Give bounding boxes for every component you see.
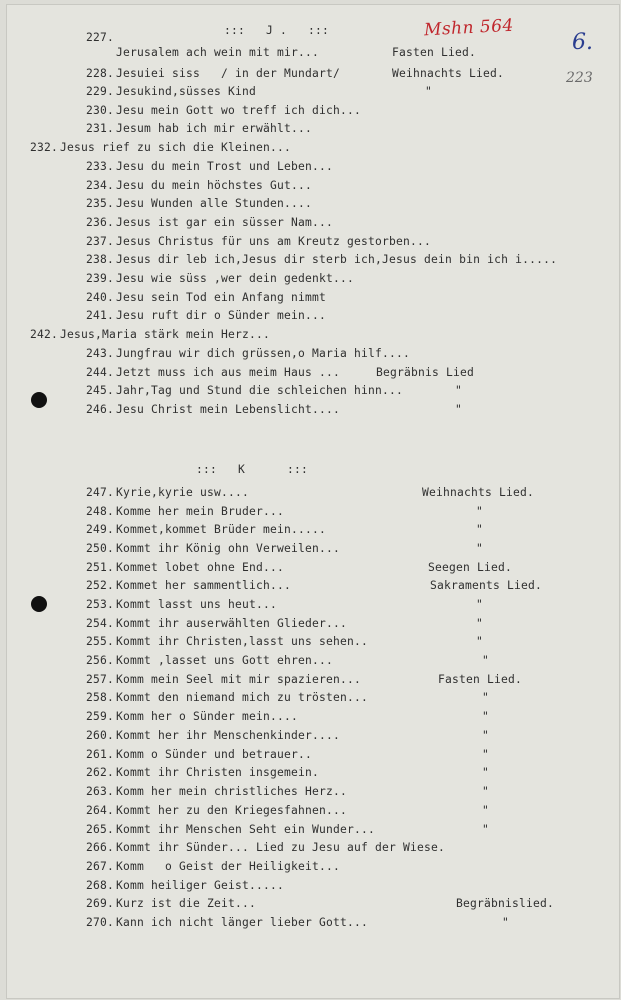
song-category: Sakraments Lied. <box>430 579 543 592</box>
song-title: Kommt ihr Menschen Seht ein Wunder... <box>116 823 376 836</box>
ditto-mark: " <box>476 505 484 518</box>
entry-number: 262. <box>86 766 115 779</box>
entry-number: 246. <box>86 403 115 416</box>
song-title: Jesu du mein höchstes Gut... <box>116 179 313 192</box>
entry-number: 268. <box>86 879 115 892</box>
entry-number: 266. <box>86 841 115 854</box>
song-title: Kommt den niemand mich zu trösten... <box>116 691 369 704</box>
song-category: Seegen Lied. <box>428 561 513 574</box>
song-title: Jesus dir leb ich,Jesus dir sterb ich,Jesus dein bin ich i..... <box>116 253 558 266</box>
ditto-mark: " <box>476 523 484 536</box>
entry-number: 249. <box>86 523 115 536</box>
ditto-mark: " <box>476 598 484 611</box>
entry-number: 253. <box>86 598 115 611</box>
entry-number: 248. <box>86 505 115 518</box>
song-category: Weihnachts Lied. <box>422 486 535 499</box>
entry-number: 267. <box>86 860 115 873</box>
entry-number: 234. <box>86 179 115 192</box>
entry-number: 258. <box>86 691 115 704</box>
entry-number: 261. <box>86 748 115 761</box>
entry-number: 230. <box>86 104 115 117</box>
ditto-mark: " <box>425 85 433 98</box>
song-title: Komm her mein christliches Herz.. <box>116 785 348 798</box>
section-header-k: ::: K ::: <box>196 463 309 476</box>
entry-number: 270. <box>86 916 115 929</box>
song-title: Jesus Christus für uns am Kreutz gestorben... <box>116 235 432 248</box>
song-title: Jesuiei siss / in der Mundart/ <box>116 67 341 80</box>
entry-number: 256. <box>86 654 115 667</box>
song-title: Komm heiliger Geist..... <box>116 879 285 892</box>
song-title: Kommt ihr Christen,lasst uns sehen.. <box>116 635 369 648</box>
song-title: Jesus,Maria stärk mein Herz... <box>60 328 271 341</box>
song-title: Jesu Christ mein Lebenslicht.... <box>116 403 341 416</box>
song-title: Kommt her ihr Menschenkinder.... <box>116 729 341 742</box>
entry-number: 265. <box>86 823 115 836</box>
song-title: Jesum hab ich mir erwählt... <box>116 122 313 135</box>
song-title: Jahr,Tag und Stund die schleichen hinn... <box>116 384 404 397</box>
ditto-mark: " <box>476 542 484 555</box>
song-title: Kommt ihr Christen insgemein. <box>116 766 320 779</box>
song-category: Weihnachts Lied. <box>392 67 505 80</box>
entry-number: 264. <box>86 804 115 817</box>
entry-number: 252. <box>86 579 115 592</box>
entry-number: 247. <box>86 486 115 499</box>
entry-number: 233. <box>86 160 115 173</box>
entry-number: 231. <box>86 122 115 135</box>
song-title: Kommet her sammentlich... <box>116 579 292 592</box>
page-number: 6. <box>572 30 593 55</box>
entry-number: 227. <box>86 31 115 44</box>
entry-number: 255. <box>86 635 115 648</box>
song-category: Begräbnis Lied <box>376 366 475 379</box>
song-title: Komm her o Sünder mein.... <box>116 710 299 723</box>
entry-number: 228. <box>86 67 115 80</box>
archive-shelfmark: Mshn 564 <box>423 15 515 41</box>
song-title: Jesus ist gar ein süsser Nam... <box>116 216 334 229</box>
punch-hole <box>31 596 47 612</box>
punch-hole <box>31 392 47 408</box>
ditto-mark: " <box>455 403 463 416</box>
entry-number: 243. <box>86 347 115 360</box>
song-title: Kommt lasst uns heut... <box>116 598 278 611</box>
song-title: Jesukind,süsses Kind <box>116 85 257 98</box>
entry-number: 236. <box>86 216 115 229</box>
song-category: Fasten Lied. <box>438 673 523 686</box>
section-header-j: ::: J . ::: <box>224 24 330 37</box>
song-title: Kyrie,kyrie usw.... <box>116 486 250 499</box>
ditto-mark: " <box>476 617 484 630</box>
ditto-mark: " <box>482 654 490 667</box>
song-title: Jesus rief zu sich die Kleinen... <box>60 141 292 154</box>
entry-number: 239. <box>86 272 115 285</box>
song-title: Komme her mein Bruder... <box>116 505 285 518</box>
ditto-mark: " <box>482 766 490 779</box>
ditto-mark: " <box>482 823 490 836</box>
song-title: Jesu sein Tod ein Anfang nimmt <box>116 291 327 304</box>
entry-number: 254. <box>86 617 115 630</box>
song-title: Jesu du mein Trost und Leben... <box>116 160 334 173</box>
song-category: Begräbnislied. <box>456 897 555 910</box>
song-title: Kommt ihr auserwählten Glieder... <box>116 617 348 630</box>
entry-number: 240. <box>86 291 115 304</box>
entry-number: 257. <box>86 673 115 686</box>
song-title: Kommet lobet ohne End... <box>116 561 285 574</box>
ditto-mark: " <box>476 635 484 648</box>
ditto-mark: " <box>482 729 490 742</box>
ditto-mark: " <box>482 785 490 798</box>
entry-number: 260. <box>86 729 115 742</box>
song-title: Kurz ist die Zeit... <box>116 897 257 910</box>
entry-number: 235. <box>86 197 115 210</box>
song-title: Kommt ,lasset uns Gott ehren... <box>116 654 334 667</box>
ditto-mark: " <box>482 748 490 761</box>
song-title: Jerusalem ach wein mit mir... <box>116 46 320 59</box>
song-title: Kommt her zu den Kriegesfahnen... <box>116 804 348 817</box>
ditto-mark: " <box>482 710 490 723</box>
entry-number: 263. <box>86 785 115 798</box>
song-title: Komm mein Seel mit mir spazieren... <box>116 673 362 686</box>
entry-number: 251. <box>86 561 115 574</box>
song-title: Komm o Sünder und betrauer.. <box>116 748 313 761</box>
song-category: Fasten Lied. <box>392 46 477 59</box>
entry-number: 237. <box>86 235 115 248</box>
song-title: Jesu Wunden alle Stunden.... <box>116 197 313 210</box>
entry-number: 244. <box>86 366 115 379</box>
song-title: Jesu wie süss ,wer dein gedenkt... <box>116 272 355 285</box>
song-title: Kommt ihr König ohn Verweilen... <box>116 542 341 555</box>
entry-number: 269. <box>86 897 115 910</box>
ditto-mark: " <box>502 916 510 929</box>
ditto-mark: " <box>455 384 463 397</box>
song-title: Jetzt muss ich aus meim Haus ... <box>116 366 341 379</box>
song-title: Kann ich nicht länger lieber Gott... <box>116 916 369 929</box>
song-title: Jesu mein Gott wo treff ich dich... <box>116 104 362 117</box>
song-title: Jesu ruft dir o Sünder mein... <box>116 309 327 322</box>
entry-number: 259. <box>86 710 115 723</box>
song-title: Jungfrau wir dich grüssen,o Maria hilf.... <box>116 347 411 360</box>
entry-number: 245. <box>86 384 115 397</box>
entry-number: 229. <box>86 85 115 98</box>
ditto-mark: " <box>482 691 490 704</box>
entry-number: 242. <box>30 328 59 341</box>
entry-number: 238. <box>86 253 115 266</box>
song-title: Kommet,kommet Brüder mein..... <box>116 523 327 536</box>
folio-number: 223 <box>566 70 593 86</box>
entry-number: 232. <box>30 141 59 154</box>
ditto-mark: " <box>482 804 490 817</box>
entry-number: 241. <box>86 309 115 322</box>
song-title: Kommt ihr Sünder... Lied zu Jesu auf der Wiese. <box>116 841 446 854</box>
entry-number: 250. <box>86 542 115 555</box>
song-title: Komm o Geist der Heiligkeit... <box>116 860 341 873</box>
